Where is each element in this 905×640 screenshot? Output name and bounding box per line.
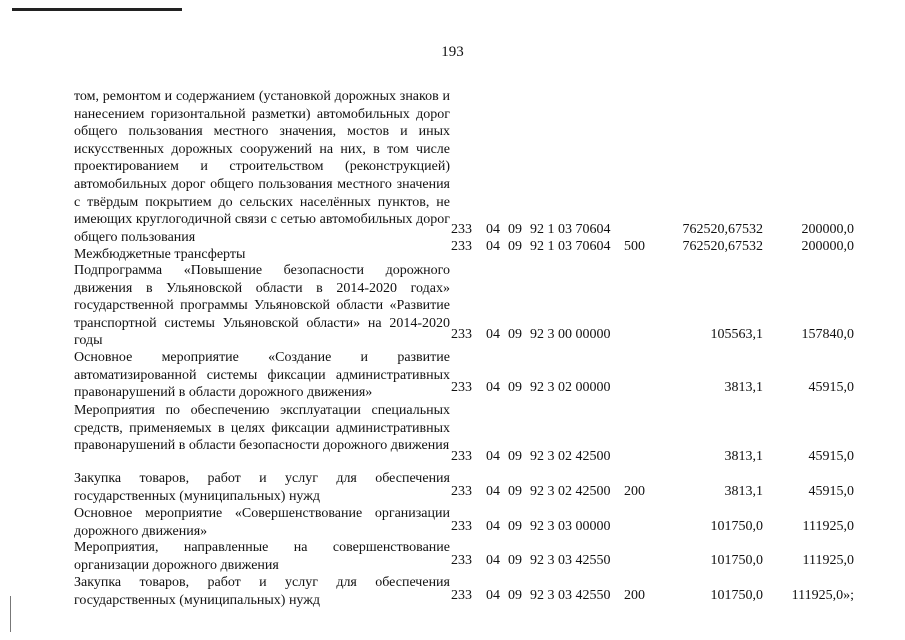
target-article-code: 92 1 03 70604 <box>530 222 611 237</box>
entry-description <box>74 262 450 350</box>
page-number: 193 <box>441 44 464 60</box>
expense-type-code: 200 <box>624 484 645 499</box>
entry-description <box>74 349 450 402</box>
subsection-code: 09 <box>508 553 522 568</box>
expense-type-code: 200 <box>624 588 645 603</box>
ministry-code: 233 <box>451 327 472 342</box>
description-line: Основное мероприятие «Совершенствование организации дорожного движения» <box>74 506 450 539</box>
amount-2014: 101750,0 <box>710 553 763 568</box>
table-entry <box>0 88 905 263</box>
target-article-code: 92 3 02 42500 <box>530 484 611 499</box>
subsection-code: 09 <box>508 449 522 464</box>
target-article-code: 92 1 03 70604 <box>530 239 611 254</box>
section-code: 04 <box>486 588 500 603</box>
amount-2014: 762520,67532 <box>682 222 763 237</box>
section-code: 04 <box>486 553 500 568</box>
entry-description <box>74 470 450 505</box>
subsection-code: 09 <box>508 327 522 342</box>
table-entry <box>0 402 905 472</box>
target-article-code: 92 3 03 42550 <box>530 553 611 568</box>
amount-2015: 200000,0 <box>801 239 854 254</box>
subsection-code: 09 <box>508 380 522 395</box>
description-line: том, ремонтом и содержанием (установкой дорожных знаков и нанесением горизонтальной разметки) автомобильных дорог общего пользования местного значения, мостов и иных искусственных дорожных сооружений на них, в том числе проектированием и строительством (реконструкцией) автомобильных дорог общего пользования местного значения с твёрдым покрытием до сельских населённых пунктов, не имеющих круглогодичной связи с сетью автомобильных дорог общего пользования <box>74 89 450 245</box>
amount-2015: 45915,0 <box>808 380 854 395</box>
amount-2015: 200000,0 <box>801 222 854 237</box>
amount-2014: 3813,1 <box>724 484 763 499</box>
ministry-code: 233 <box>451 380 472 395</box>
entry-description <box>74 505 450 540</box>
section-code: 04 <box>486 327 500 342</box>
ministry-code: 233 <box>451 239 472 254</box>
ministry-code: 233 <box>451 519 472 534</box>
entry-description <box>74 539 450 574</box>
amount-2015: 111925,0»; <box>791 588 854 603</box>
amount-2015: 111925,0 <box>802 519 854 534</box>
top-rule <box>12 8 182 11</box>
entry-description <box>74 574 450 609</box>
target-article-code: 92 3 00 00000 <box>530 327 611 342</box>
amount-2014: 105563,1 <box>710 327 763 342</box>
table-entry <box>0 539 905 575</box>
subsection-code: 09 <box>508 239 522 254</box>
description-line: Закупка товаров, работ и услуг для обеспечения государственных (муниципальных) нужд <box>74 471 450 504</box>
section-code: 04 <box>486 449 500 464</box>
description-line: Подпрограмма «Повышение безопасности дорожного движения в Ульяновской области в 2014-2020 годах» государственной программы Ульяновской области «Развитие транспортной системы Ульяновской области» на 2014-2020 годы <box>74 263 450 349</box>
target-article-code: 92 3 02 42500 <box>530 449 611 464</box>
description-line: Мероприятия, направленные на совершенствование организации дорожного движения <box>74 540 450 573</box>
table-entry <box>0 505 905 541</box>
ministry-code: 233 <box>451 484 472 499</box>
section-code: 04 <box>486 519 500 534</box>
ministry-code: 233 <box>451 449 472 464</box>
subsection-code: 09 <box>508 588 522 603</box>
description-line: Межбюджетные трансферты <box>74 247 246 263</box>
description-line: Закупка товаров, работ и услуг для обеспечения государственных (муниципальных) нужд <box>74 575 450 608</box>
section-code: 04 <box>486 239 500 254</box>
subsection-code: 09 <box>508 222 522 237</box>
ministry-code: 233 <box>451 553 472 568</box>
amount-2015: 45915,0 <box>808 484 854 499</box>
expense-type-code: 500 <box>624 239 645 254</box>
amount-2015: 45915,0 <box>808 449 854 464</box>
amount-2015: 111925,0 <box>802 553 854 568</box>
entry-description <box>74 402 450 455</box>
target-article-code: 92 3 03 00000 <box>530 519 611 534</box>
ministry-code: 233 <box>451 588 472 603</box>
amount-2014: 101750,0 <box>710 519 763 534</box>
subsection-code: 09 <box>508 484 522 499</box>
entry-description <box>74 88 450 264</box>
amount-2014: 101750,0 <box>710 588 763 603</box>
amount-2014: 3813,1 <box>724 380 763 395</box>
target-article-code: 92 3 03 42550 <box>530 588 611 603</box>
amount-2014: 762520,67532 <box>682 239 763 254</box>
table-entry <box>0 349 905 402</box>
section-code: 04 <box>486 380 500 395</box>
amount-2014: 3813,1 <box>724 449 763 464</box>
table-entry <box>0 574 905 610</box>
amount-2015: 157840,0 <box>801 327 854 342</box>
ministry-code: 233 <box>451 222 472 237</box>
description-line: Мероприятия по обеспечению эксплуатации специальных средств, применяемых в целях фиксации административных правонарушений в области безопасности дорожного движения <box>74 403 450 454</box>
table-entry <box>0 262 905 350</box>
table-entry <box>0 470 905 506</box>
description-line: Основное мероприятие «Создание и развитие автоматизированной системы фиксации административных правонарушений в области дорожного движения» <box>74 350 450 401</box>
section-code: 04 <box>486 484 500 499</box>
target-article-code: 92 3 02 00000 <box>530 380 611 395</box>
section-code: 04 <box>486 222 500 237</box>
subsection-code: 09 <box>508 519 522 534</box>
